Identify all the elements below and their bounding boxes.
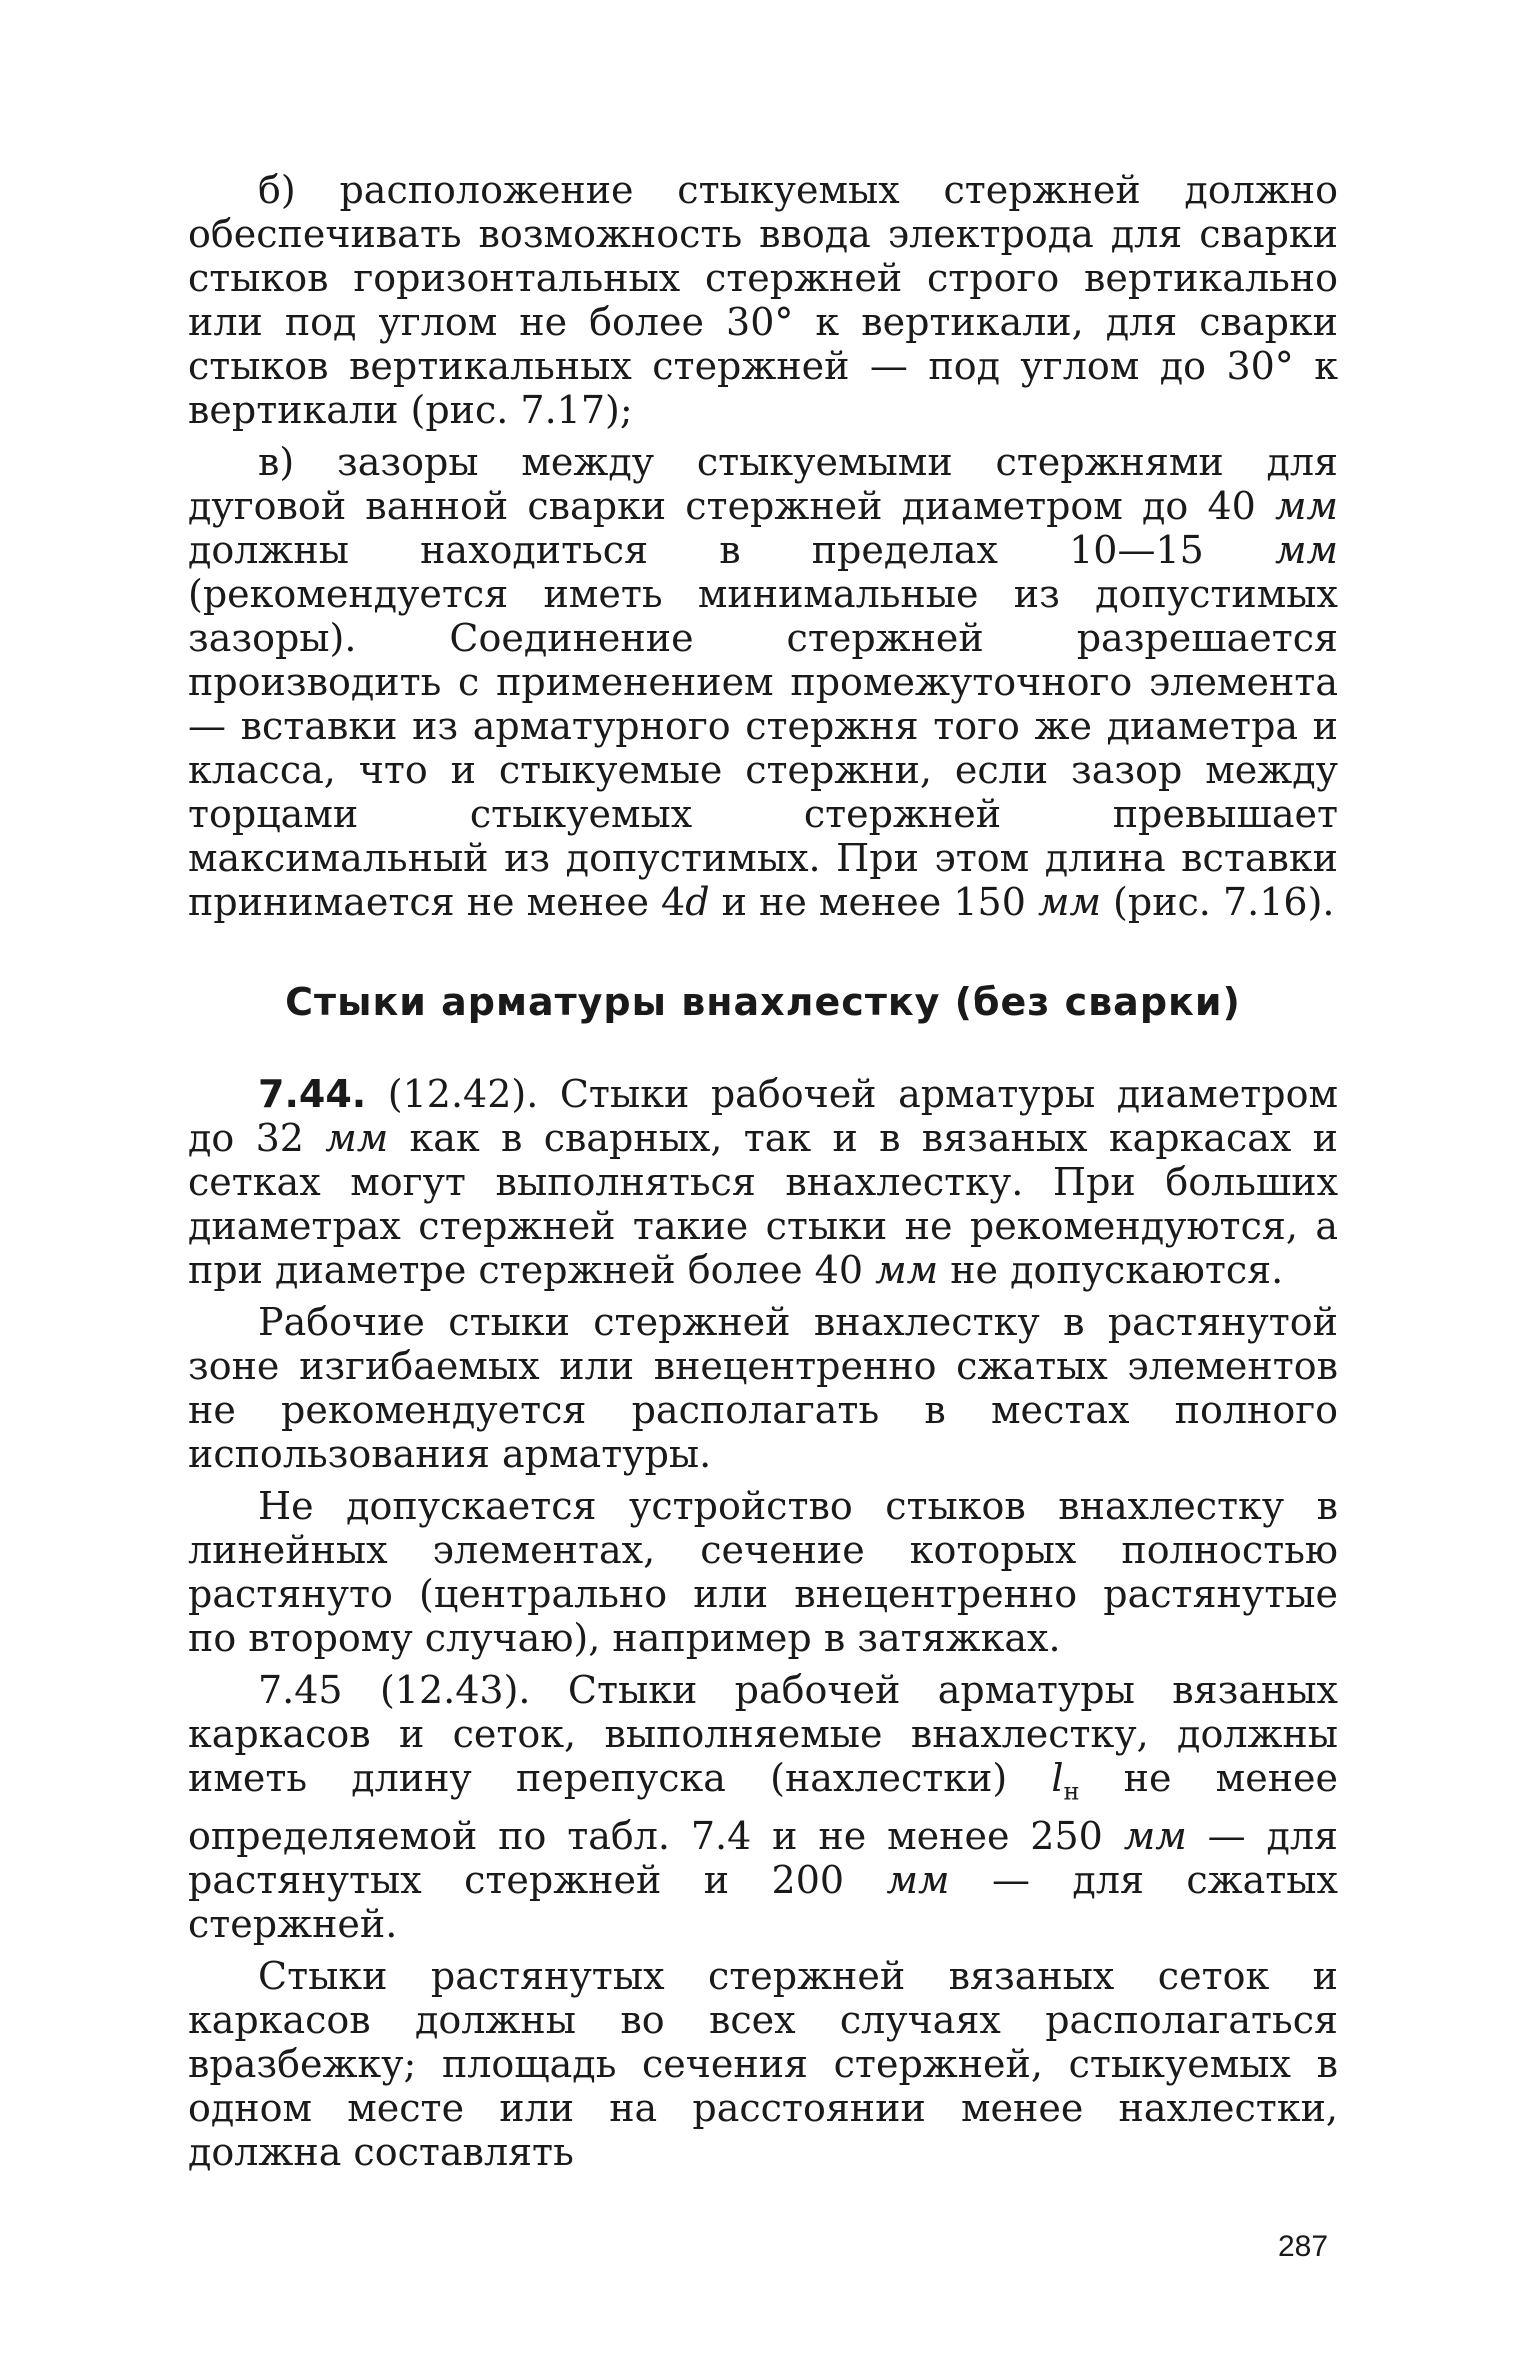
paragraph-7-44: 7.44. (12.42). Стыки рабочей арматуры диаметром до 32 мм как в сварных, так и в вязаных каркасах и сетках могут выполняться внахлестку. При больших диаметрах стержней такие стыки не рекомендуются, а при диаметре стержней более 40 мм не допускаются. [188,1072,1338,1292]
paragraph-not-allowed: Не допускается устройство стыков внахлестку в линейных элементах, сечение которых полностью растянуто (центрально или внецентренно растянутые по второму случаю), например в затяжках. [188,1484,1338,1660]
page-number: 287 [1278,2230,1329,2263]
section-heading: Стыки арматуры внахлестку (без сварки) [285,980,1241,1024]
page-content [188,168,1338,2182]
paragraph-b: б) расположение стыкуемых стержней должно обеспечивать возможность ввода электрода для сварки стыков горизонтальных стержней строго вертикально или под углом не более 30° к вертикали, для сварки стыков вертикальных стержней — под углом до 30° к вертикали (рис. 7.17); [188,168,1338,432]
paragraph-last: Стыки растянутых стержней вязаных сеток и каркасов должны во всех случаях располагаться вразбежку; площадь сечения стержней, стыкуемых в одном месте или на расстоянии менее нахлестки, должна составлять [188,1953,1338,2174]
paragraph-work-joints: Рабочие стыки стержней внахлестку в растянутой зоне изгибаемых или внецентренно сжатых элементов не рекомендуется располагать в местах полного использования арматуры. [188,1300,1338,1476]
paragraph-7-45: 7.45 (12.43). Стыки рабочей арматуры вязаных каркасов и сеток, выполняемые внахлестку, должны иметь длину перепуска (нахлестки) $l_н$ не менее определяемой по табл. 7.4 и не менее 250 мм — для растянутых стержней и 200 мм — для сжатых стержней. [188,1668,1339,1946]
paragraph-v: в) зазоры между стыкуемыми стержнями для дуговой ванной сварки стержней диаметром до 40 мм должны находиться в пределах 10—15 мм (рекомендуется иметь минимальные из допустимых зазоры). Соединение стержней разрешается производить с применением промежуточного элемента — вставки из арматурного стержня того же диаметра и класса, что и стыкуемые стержни, если зазор между торцами стыкуемых стержней превышает максимальный из допустимых. При этом длина вставки принимается не менее 4d и не менее 150 мм (рис. 7.16). [188,440,1338,924]
